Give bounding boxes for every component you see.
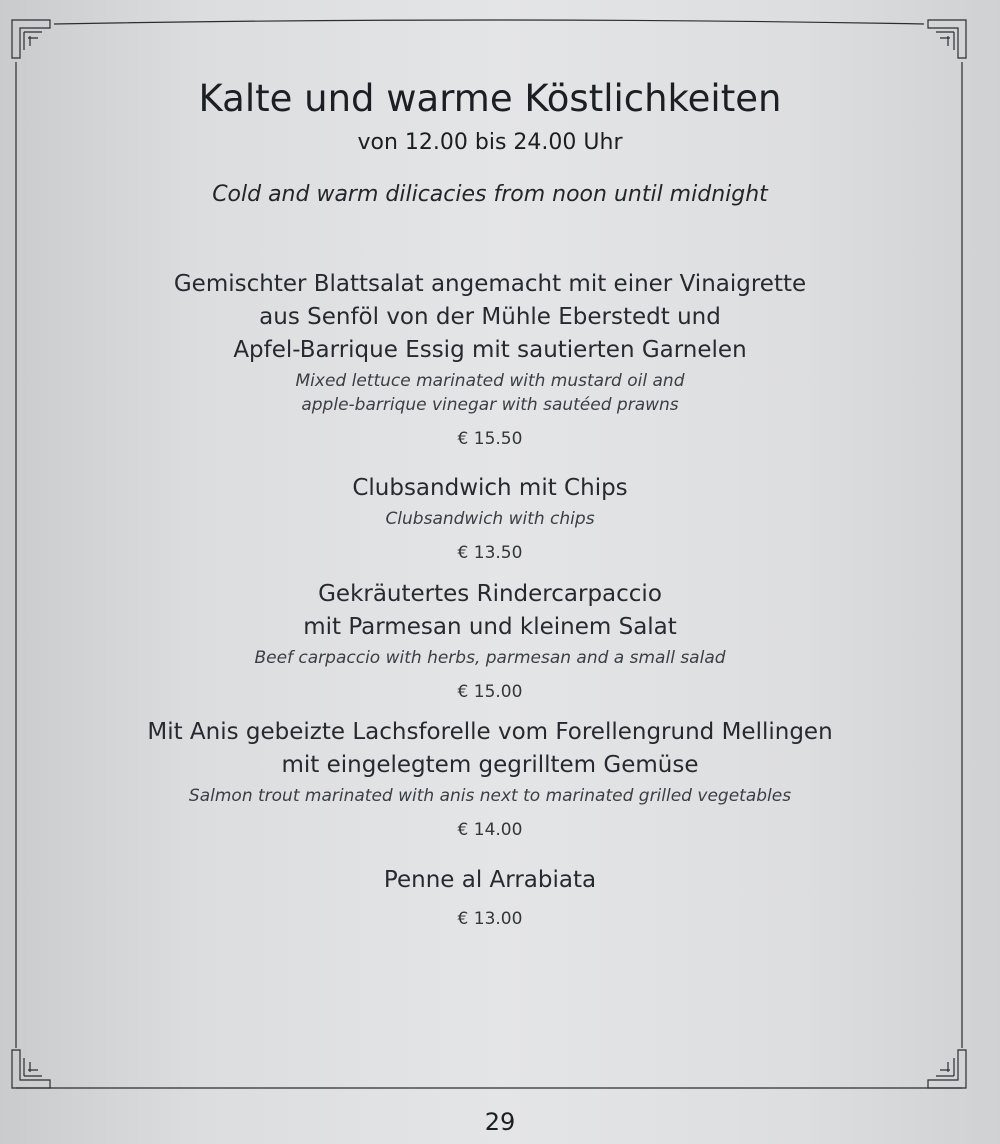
item-name-de: mit eingelegtem gegrilltem Gemüse <box>281 752 699 778</box>
item-price: € 13.50 <box>457 543 523 563</box>
item-name-en: apple-barrique vinegar with sautéed prawns <box>301 395 679 415</box>
item-price: € 15.50 <box>457 429 523 449</box>
subtitle-english: Cold and warm dilicacies from noon until midnight <box>212 182 768 207</box>
item-name-de: Clubsandwich mit Chips <box>352 475 628 501</box>
item-name-de: Penne al Arrabiata <box>383 867 597 893</box>
page-number: 29 <box>484 1108 516 1136</box>
menu-item <box>0 472 980 565</box>
item-name-en: Beef carpaccio with herbs, parmesan and a small salad <box>254 648 726 668</box>
opening-hours: von 12.00 bis 24.00 Uhr <box>357 130 623 155</box>
page-title: Kalte und warme Köstlichkeiten <box>198 77 782 120</box>
item-name-en: Salmon trout marinated with anis next to marinated grilled vegetables <box>188 786 792 806</box>
item-name-en: Mixed lettuce marinated with mustard oil and <box>295 371 685 391</box>
menu-item <box>0 578 980 704</box>
item-price: € 15.00 <box>457 682 523 702</box>
item-name-de: aus Senföl von der Mühle Eberstedt und <box>259 304 721 330</box>
item-name-en: Clubsandwich with chips <box>385 509 595 529</box>
item-price: € 13.00 <box>457 909 523 929</box>
menu-item <box>0 268 980 451</box>
item-name-de: Gemischter Blattsalat angemacht mit einer Vinaigrette <box>173 271 807 297</box>
item-price: € 14.00 <box>457 820 523 840</box>
item-name-de: mit Parmesan und kleinem Salat <box>303 614 677 640</box>
item-name-de: Gekräutertes Rindercarpaccio <box>318 581 662 607</box>
menu-item <box>0 716 980 842</box>
item-name-de: Mit Anis gebeizte Lachsforelle vom Forellengrund Mellingen <box>147 719 833 745</box>
item-name-de: Apfel-Barrique Essig mit sautierten Garnelen <box>233 337 747 363</box>
menu-item <box>0 864 980 931</box>
